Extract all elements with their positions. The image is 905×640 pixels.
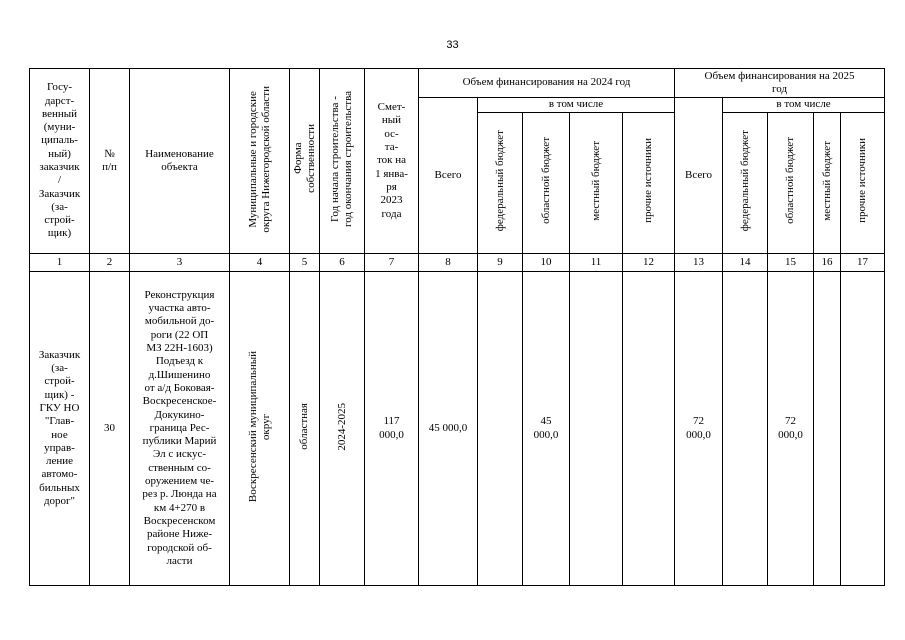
column-number: 17 <box>841 254 885 272</box>
row-construction-years: 2024-2025 <box>320 272 365 586</box>
header-financing-2024: Объем финансирования на 2024 год <box>419 69 675 98</box>
column-number: 14 <box>723 254 768 272</box>
header-municipality: Муниципальные и городские округа Нижегородской области <box>230 69 290 254</box>
row-object-name: Реконструкция участка авто- мобильной до- роги (22 ОП МЗ 22Н-1603) Подъезд к д.Шишенино от а/д Боковая- Воскресенское- Докукино- граница Рес- публики Марий Эл с искус- ственным со- оружением че- рез р. Люнда на км 4+270 в Воскресенском районе Ниже- городской об- ласти <box>130 272 230 586</box>
header-federal-2024: федеральный бюджет <box>478 113 523 254</box>
header-local-2024: местный бюджет <box>570 113 623 254</box>
header-estimate-balance: Смет- ный ос- та- ток на 1 янва- ря 2023 года <box>365 69 419 254</box>
table-row <box>30 272 885 586</box>
row-local-2025 <box>814 272 841 586</box>
column-number: 9 <box>478 254 523 272</box>
header-other-2024: прочие источники <box>623 113 675 254</box>
column-number: 6 <box>320 254 365 272</box>
header-ownership: Форма собственности <box>290 69 320 254</box>
column-number: 10 <box>523 254 570 272</box>
column-number: 7 <box>365 254 419 272</box>
column-number: 11 <box>570 254 623 272</box>
header-local-2025: местный бюджет <box>814 113 841 254</box>
column-number: 4 <box>230 254 290 272</box>
column-number: 2 <box>90 254 130 272</box>
header-total-2025: Всего <box>675 98 723 254</box>
header-customer: Госу- дарст- венный (муни- ципаль- ный) заказчик / Заказчик (за- строй- щик) <box>30 69 90 254</box>
row-federal-2025 <box>723 272 768 586</box>
row-ownership: областная <box>290 272 320 586</box>
header-other-2025: прочие источники <box>841 113 885 254</box>
row-federal-2024 <box>478 272 523 586</box>
header-including-2024: в том числе <box>478 98 675 113</box>
row-municipality: Воскресенский муниципальный округ <box>230 272 290 586</box>
row-total-2025: 72 000,0 <box>675 272 723 586</box>
header-regional-2025: областной бюджет <box>768 113 814 254</box>
column-number: 5 <box>290 254 320 272</box>
row-total-2024: 45 000,0 <box>419 272 478 586</box>
column-number: 8 <box>419 254 478 272</box>
header-regional-2024: областной бюджет <box>523 113 570 254</box>
row-number: 30 <box>90 272 130 586</box>
header-object-name: Наименование объекта <box>130 69 230 254</box>
row-regional-2025: 72 000,0 <box>768 272 814 586</box>
column-number: 15 <box>768 254 814 272</box>
column-number: 3 <box>130 254 230 272</box>
row-regional-2024: 45 000,0 <box>523 272 570 586</box>
financing-table <box>29 68 885 586</box>
column-number: 13 <box>675 254 723 272</box>
row-other-2024 <box>623 272 675 586</box>
column-number: 16 <box>814 254 841 272</box>
column-number: 1 <box>30 254 90 272</box>
header-construction-years: Год начала строительства - год окончания строительства <box>320 69 365 254</box>
row-local-2024 <box>570 272 623 586</box>
column-number-row <box>30 254 885 272</box>
column-number: 12 <box>623 254 675 272</box>
header-number: № п/п <box>90 69 130 254</box>
row-customer: Заказчик (за- строй- щик) - ГКУ НО "Глав- ное управ- ление автомо- бильных дорог" <box>30 272 90 586</box>
header-total-2024: Всего <box>419 98 478 254</box>
page-number: 33 <box>446 39 459 51</box>
row-other-2025 <box>841 272 885 586</box>
row-estimate-balance: 117 000,0 <box>365 272 419 586</box>
header-federal-2025: федеральный бюджет <box>723 113 768 254</box>
header-financing-2025: Объем финансирования на 2025 год <box>675 69 885 98</box>
header-including-2025: в том числе <box>723 98 885 113</box>
